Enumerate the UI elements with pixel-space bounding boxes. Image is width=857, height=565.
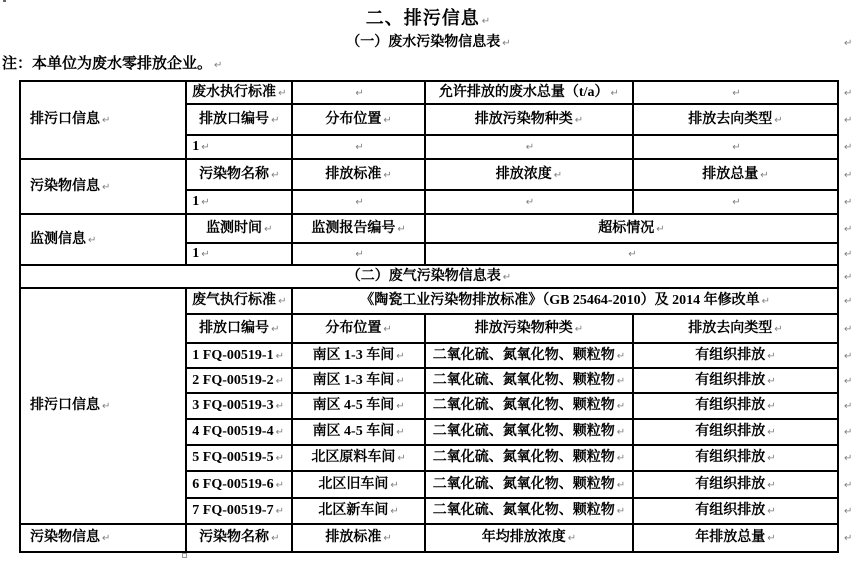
cell-gas-standard-value: 《陶瓷工业污染物排放标准》（GB 25464-2010）及 2014 年修改单 ↵: [292, 288, 838, 314]
paragraph-mark: ↵: [201, 197, 210, 209]
paragraph-mark: ↵: [102, 401, 111, 413]
paragraph-mark: ↵: [843, 223, 853, 235]
header-monitoring-report-number: 监测报告编号 ↵: [292, 214, 425, 243]
end-of-row-mark: [838, 81, 856, 104]
paragraph-mark: ↵: [767, 427, 776, 439]
cell-outlet-destination: 有组织排放 ↵: [633, 393, 838, 419]
end-of-row-mark: [838, 265, 856, 288]
paragraph-mark: ↵: [843, 533, 853, 545]
header-pollutant-name: 污染物名称 ↵: [186, 524, 292, 552]
end-of-row-mark: [838, 104, 856, 135]
header-pollutant-types: 排放污染物种类 ↵: [425, 314, 633, 343]
header-gas-standard: 废气执行标准 ↵: [186, 288, 292, 314]
cell-outlet-destination: 有组织排放 ↵: [633, 368, 838, 393]
cell-outlet-id: 3 FQ-00519-3 ↵: [186, 393, 292, 419]
paragraph-mark: ↵: [102, 115, 111, 127]
paragraph-mark: ↵: [275, 506, 284, 518]
paragraph-mark: ↵: [383, 169, 392, 181]
paragraph-mark: ↵: [502, 271, 512, 283]
paragraph-mark: ↵: [774, 323, 783, 335]
end-of-row-mark: [838, 393, 856, 419]
paragraph-mark: ↵: [275, 479, 284, 491]
paragraph-mark: ↵: [616, 350, 626, 362]
cell-outlet-pollutants: 二氧化硫、氮氧化物、颗粒物 ↵: [425, 419, 633, 445]
paragraph-mark: ↵: [102, 181, 111, 193]
paragraph-mark: ↵: [616, 479, 626, 491]
paragraph-mark: ↵: [383, 114, 392, 126]
cell-outlet-destination: 有组织排放 ↵: [633, 445, 838, 471]
paragraph-mark: ↵: [278, 87, 287, 99]
paragraph-mark: ↵: [843, 323, 853, 335]
table-row: [20, 265, 856, 288]
paragraph-mark: ↵: [767, 479, 776, 491]
paragraph-mark: ↵: [616, 506, 626, 518]
cell-empty: [425, 190, 633, 214]
table-row: [20, 159, 856, 190]
paragraph-mark: ↵: [844, 38, 853, 49]
cell-outlet-pollutants: 二氧化硫、氮氧化物、颗粒物 ↵: [425, 343, 633, 368]
header-emission-standard: 排放标准 ↵: [292, 159, 425, 190]
table-row: [20, 524, 856, 552]
paragraph-mark: ↵: [397, 223, 406, 235]
paragraph-mark: ↵: [275, 350, 284, 362]
end-of-row-mark: [838, 314, 856, 343]
paragraph-mark: ↵: [383, 533, 392, 545]
paragraph-mark: ↵: [843, 506, 853, 518]
paragraph-mark: ↵: [843, 114, 853, 126]
paragraph-mark: ↵: [502, 38, 511, 49]
cell-empty: [292, 190, 425, 214]
paragraph-mark: ↵: [271, 533, 280, 545]
cell-outlet-location: 南区 1-3 车间 ↵: [292, 343, 425, 368]
paragraph-mark: ↵: [355, 142, 364, 154]
paragraph-mark: ↵: [201, 249, 210, 261]
paragraph-mark: ↵: [616, 453, 626, 465]
paragraph-mark: ↵: [574, 114, 584, 126]
water-table-caption: [0, 31, 857, 51]
end-of-row-mark: [838, 288, 856, 314]
water-table-caption-text: （一）废水污染物信息表: [346, 35, 501, 50]
paragraph-mark: ↵: [767, 350, 776, 362]
header-outlet-number: 排放口编号 ↵: [186, 314, 292, 343]
paragraph-mark: ↵: [843, 479, 853, 491]
cell-allowed-wastewater-total-value: [633, 81, 838, 104]
cell-outlet-id: 4 FQ-00519-4 ↵: [186, 419, 292, 445]
cell-outlet-destination: 有组织排放 ↵: [633, 498, 838, 524]
paragraph-mark: ↵: [396, 427, 405, 439]
paragraph-mark: ↵: [574, 323, 584, 335]
end-of-row-mark: [838, 343, 856, 368]
paragraph-mark: ↵: [843, 453, 853, 465]
paragraph-mark: ↵: [271, 114, 280, 126]
paragraph-mark: ↵: [843, 271, 853, 283]
paragraph-mark: ↵: [732, 197, 741, 209]
end-of-row-mark: [838, 368, 856, 393]
cell-outlet-pollutants: 二氧化硫、氮氧化物、颗粒物 ↵: [425, 393, 633, 419]
paragraph-mark: ↵: [843, 87, 853, 99]
cell-outlet-location: 南区 4-5 车间 ↵: [292, 419, 425, 445]
cell-outlet-destination: 有组织排放 ↵: [633, 343, 838, 368]
paragraph-mark: ↵: [102, 533, 111, 545]
end-of-row-mark: [838, 214, 856, 243]
paragraph-mark: ↵: [525, 197, 535, 209]
header-allowed-wastewater-total: 允许排放的废水总量（t/a） ↵: [425, 81, 633, 104]
paragraph-mark: ↵: [355, 87, 364, 99]
header-annual-emission-total: 年排放总量 ↵: [633, 524, 838, 552]
paragraph-mark: ↵: [275, 453, 284, 465]
paragraph-mark: ↵: [214, 60, 223, 71]
paragraph-mark: ↵: [396, 375, 405, 387]
cell-outlet-location: 南区 1-3 车间 ↵: [292, 368, 425, 393]
cell-outlet-location: 北区旧车间 ↵: [292, 471, 425, 498]
cell-monitoring-number: 1 ↵: [186, 243, 292, 265]
header-pollutant-types: 排放污染物种类 ↵: [425, 104, 633, 135]
paragraph-mark: ↵: [264, 223, 273, 235]
paragraph-mark: ↵: [628, 249, 637, 261]
end-of-row-mark: [838, 190, 856, 214]
paragraph-mark: ↵: [278, 296, 287, 308]
header-annual-avg-concentration: 年均排放浓度 ↵: [425, 524, 633, 552]
clipped-formatting-mark: [3, 0, 6, 2]
paragraph-mark: ↵: [843, 197, 853, 209]
cell-outlet-pollutants: 二氧化硫、氮氧化物、颗粒物 ↵: [425, 368, 633, 393]
cell-empty: [292, 243, 425, 265]
header-discharge-destination-type: 排放去向类型 ↵: [633, 314, 838, 343]
cell-outlet-id: 2 FQ-00519-2 ↵: [186, 368, 292, 393]
paragraph-mark: ↵: [553, 169, 563, 181]
cell-outlet-destination: 有组织排放 ↵: [633, 419, 838, 445]
paragraph-mark: ↵: [567, 533, 577, 545]
paragraph-mark: ↵: [843, 296, 853, 308]
paragraph-mark: ↵: [767, 401, 776, 413]
paragraph-mark: ↵: [843, 401, 853, 413]
paragraph-mark: ↵: [383, 323, 392, 335]
cell-outlet-location: 北区新车间 ↵: [292, 498, 425, 524]
cell-outlet-id: 6 FQ-00519-6 ↵: [186, 471, 292, 498]
paragraph-mark: ↵: [275, 375, 284, 387]
header-discharge-destination-type: 排放去向类型 ↵: [633, 104, 838, 135]
page-title-text: 二、排污信息: [365, 8, 480, 28]
header-emission-standard: 排放标准 ↵: [292, 524, 425, 552]
cell-water-pollutant-number: 1 ↵: [186, 190, 292, 214]
paragraph-mark: ↵: [843, 249, 853, 261]
paragraph-mark: ↵: [525, 142, 535, 154]
paragraph-mark: ↵: [760, 169, 769, 181]
end-of-row-mark: [838, 524, 856, 552]
header-pollutant-name: 污染物名称 ↵: [186, 159, 292, 190]
header-emission-total: 排放总量 ↵: [633, 159, 838, 190]
cell-empty: [425, 243, 838, 265]
paragraph-mark: ↵: [843, 375, 853, 387]
cell-empty: [292, 135, 425, 159]
end-of-row-mark: [838, 498, 856, 524]
end-of-row-mark: [838, 471, 856, 498]
gas-table-caption: （二）废气污染物信息表 ↵: [20, 265, 838, 288]
section-label-outlet-info-water: 排污口信息 ↵: [20, 81, 186, 159]
paragraph-mark: ↵: [610, 87, 619, 99]
cell-outlet-id: 5 FQ-00519-5 ↵: [186, 445, 292, 471]
section-label-monitoring-info: 监测信息 ↵: [20, 214, 186, 265]
header-emission-concentration: 排放浓度 ↵: [425, 159, 633, 190]
cell-empty: [633, 190, 838, 214]
paragraph-mark: ↵: [481, 16, 492, 27]
cell-outlet-id: 1 FQ-00519-1 ↵: [186, 343, 292, 368]
header-location: 分布位置 ↵: [292, 314, 425, 343]
paragraph-mark: ↵: [616, 427, 626, 439]
cell-outlet-id: 7 FQ-00519-7 ↵: [186, 498, 292, 524]
paragraph-mark: ↵: [390, 506, 399, 518]
section-label-outlet-info-gas: 排污口信息 ↵: [20, 288, 186, 524]
cell-wastewater-standard-value: [292, 81, 425, 104]
paragraph-mark: ↵: [201, 142, 210, 154]
paragraph-mark: ↵: [616, 375, 626, 387]
section-label-pollutant-info-gas: 污染物信息 ↵: [20, 524, 186, 552]
table-continuation-mark: [182, 553, 187, 558]
paragraph-mark: ↵: [767, 533, 776, 545]
paragraph-mark: ↵: [88, 234, 97, 246]
paragraph-mark: ↵: [732, 87, 741, 99]
paragraph-mark: ↵: [275, 427, 284, 439]
header-outlet-number: 排放口编号 ↵: [186, 104, 292, 135]
section-label-pollutant-info-water: 污染物信息 ↵: [20, 159, 186, 214]
paragraph-mark: ↵: [355, 197, 364, 209]
paragraph-mark: ↵: [767, 375, 776, 387]
header-location: 分布位置 ↵: [292, 104, 425, 135]
note-text: 注：本单位为废水零排放企业。: [2, 56, 213, 72]
paragraph-mark: ↵: [396, 401, 405, 413]
table-row: [20, 214, 856, 243]
cell-empty: [425, 135, 633, 159]
header-wastewater-standard: 废水执行标准 ↵: [186, 81, 292, 104]
cell-outlet-pollutants: 二氧化硫、氮氧化物、颗粒物 ↵: [425, 445, 633, 471]
end-of-row-mark: [838, 445, 856, 471]
end-of-row-mark: [838, 243, 856, 265]
end-of-row-mark: [838, 419, 856, 445]
table-row: [20, 81, 856, 104]
paragraph-mark: ↵: [843, 427, 853, 439]
paragraph-mark: ↵: [767, 506, 776, 518]
paragraph-mark: ↵: [616, 401, 626, 413]
cell-outlet-location: 北区原料车间 ↵: [292, 445, 425, 471]
paragraph-mark: ↵: [275, 401, 284, 413]
paragraph-mark: ↵: [271, 169, 280, 181]
cell-outlet-pollutants: 二氧化硫、氮氧化物、颗粒物 ↵: [425, 471, 633, 498]
end-of-row-mark: [838, 159, 856, 190]
paragraph-mark: ↵: [843, 169, 853, 181]
cell-outlet-destination: 有组织排放 ↵: [633, 471, 838, 498]
paragraph-mark: ↵: [396, 350, 405, 362]
header-monitoring-time: 监测时间 ↵: [186, 214, 292, 243]
end-of-row-mark: [838, 135, 856, 159]
note-line: [2, 52, 222, 73]
cell-water-outlet-number: 1 ↵: [186, 135, 292, 159]
paragraph-mark: ↵: [271, 323, 280, 335]
paragraph-mark: ↵: [732, 142, 741, 154]
paragraph-mark: ↵: [656, 223, 665, 235]
cell-empty: [633, 135, 838, 159]
paragraph-mark: ↵: [761, 296, 770, 308]
table-row: [20, 288, 856, 314]
paragraph-mark: ↵: [397, 453, 406, 465]
page-title: [0, 4, 857, 30]
cell-outlet-pollutants: 二氧化硫、氮氧化物、颗粒物 ↵: [425, 498, 633, 524]
paragraph-mark: ↵: [843, 350, 853, 362]
paragraph-mark: ↵: [390, 479, 399, 491]
header-exceedance-status: 超标情况 ↵: [425, 214, 838, 243]
paragraph-mark: ↵: [355, 249, 364, 261]
pollution-info-table: [19, 80, 857, 553]
paragraph-mark: ↵: [767, 453, 776, 465]
paragraph-mark: ↵: [774, 114, 783, 126]
cell-outlet-location: 南区 4-5 车间 ↵: [292, 393, 425, 419]
paragraph-mark: ↵: [843, 142, 853, 154]
